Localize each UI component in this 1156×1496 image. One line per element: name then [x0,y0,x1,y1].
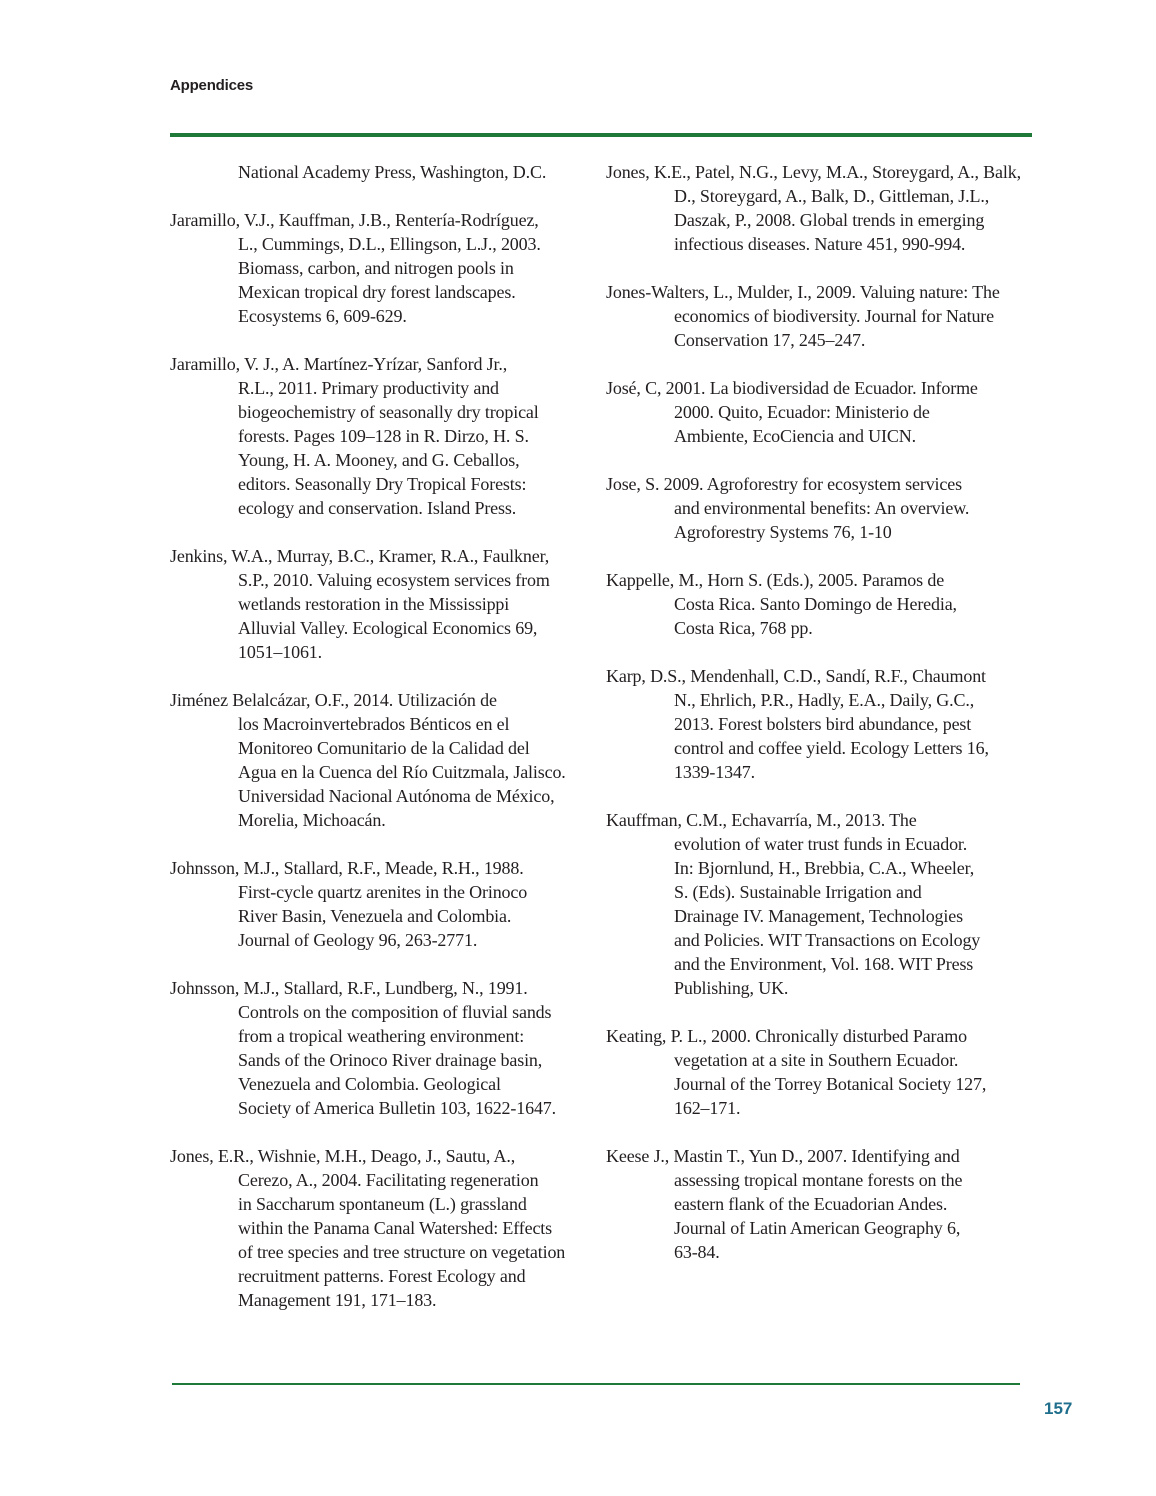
reference-entry: Jenkins, W.A., Murray, B.C., Kramer, R.A., Faulkner, S.P., 2010. Valuing ecosystem services from wetlands restoration in the Mississippi Alluvial Valley. Ecological Economics 69, 1051–1061. [170,546,550,662]
reference-continuation: National Academy Press, Washington, D.C. [238,162,547,182]
reference-entry: Jose, S. 2009. Agroforestry for ecosystem services and environmental benefits: An overview. Agroforestry Systems 76, 1-10 [606,474,970,542]
right-reference-column [606,160,1026,1288]
top-divider [170,133,1032,137]
reference-entry: Karp, D.S., Mendenhall, C.D., Sandí, R.F., Chaumont N., Ehrlich, P.R., Hadly, E.A., Daily, G.C., 2013. Forest bolsters bird abundance, pest control and coffee yield. Ecology Letters 16, 1339-1347. [606,666,989,782]
reference-entry: Jiménez Belalcázar, O.F., 2014. Utilización de los Macroinvertebrados Bénticos en el Monitoreo Comunitario de la Calidad del Agua en la Cuenca del Río Cuitzmala, Jalisco. Universidad Nacional Autónoma de México, Morelia, Michoacán. [170,690,566,830]
reference-entry: Jaramillo, V. J., A. Martínez-Yrízar, Sanford Jr., R.L., 2011. Primary productivity and biogeochemistry of seasonally dry tropical forests. Pages 109–128 in R. Dirzo, H. S. Young, H. A. Mooney, and G. Ceballos, editors. Seasonally Dry Tropical Forests: ecology and conservation. Island Press. [170,354,539,518]
reference-entry: Jones, E.R., Wishnie, M.H., Deago, J., Sautu, A., Cerezo, A., 2004. Facilitating regeneration in Saccharum spontaneum (L.) grassland within the Panama Canal Watershed: Effects of tree species and tree structure on vegetation recruitment patterns. Forest Ecology and Management 191, 171–183. [170,1146,566,1310]
bottom-divider [172,1383,1020,1385]
reference-entry: Jaramillo, V.J., Kauffman, J.B., Rentería-Rodríguez, L., Cummings, D.L., Ellingson, L.J., 2003. Biomass, carbon, and nitrogen pools in Mexican tropical dry forest landscapes. Ecosystems 6, 609-629. [170,210,541,326]
reference-entry: Kappelle, M., Horn S. (Eds.), 2005. Paramos de Costa Rica. Santo Domingo de Heredia, Costa Rica, 768 pp. [606,570,957,638]
reference-entry: Jones, K.E., Patel, N.G., Levy, M.A., Storeygard, A., Balk, D., Storeygard, A., Balk, D., Gittleman, J.L., Daszak, P., 2008. Global trends in emerging infectious diseases. Nature 451, 990-994. [606,162,1021,254]
left-reference-column [170,160,590,1336]
reference-entry: Kauffman, C.M., Echavarría, M., 2013. The evolution of water trust funds in Ecuador. In: Bjornlund, H., Brebbia, C.A., Wheeler, S. (Eds). Sustainable Irrigation and Drainage IV. Management, Technologies and Policies. WIT Transactions on Ecology and the Environment, Vol. 168. WIT Press Publishing, UK. [606,810,981,998]
page-number: 157 [1044,1399,1073,1418]
reference-entry: Johnsson, M.J., Stallard, R.F., Lundberg, N., 1991. Controls on the composition of fluvial sands from a tropical weathering environment: Sands of the Orinoco River drainage basin, Venezuela and Colombia. Geological Society of America Bulletin 103, 1622-1647. [170,978,556,1118]
reference-entry: Keese J., Mastin T., Yun D., 2007. Identifying and assessing tropical montane forests on the eastern flank of the Ecuadorian Andes. Journal of Latin American Geography 6, 63-84. [606,1146,963,1262]
reference-entry: Keating, P. L., 2000. Chronically disturbed Paramo vegetation at a site in Southern Ecuador. Journal of the Torrey Botanical Society 127, 162–171. [606,1026,987,1118]
section-header: Appendices [170,77,254,94]
reference-entry: José, C, 2001. La biodiversidad de Ecuador. Informe 2000. Quito, Ecuador: Ministerio de Ambiente, EcoCiencia and UICN. [606,378,978,446]
reference-entry: Jones-Walters, L., Mulder, I., 2009. Valuing nature: The economics of biodiversity. Journal for Nature Conservation 17, 245–247. [606,282,1000,350]
reference-entry: Johnsson, M.J., Stallard, R.F., Meade, R.H., 1988. First-cycle quartz arenites in the Orinoco River Basin, Venezuela and Colombia. Journal of Geology 96, 263-2771. [170,858,528,950]
